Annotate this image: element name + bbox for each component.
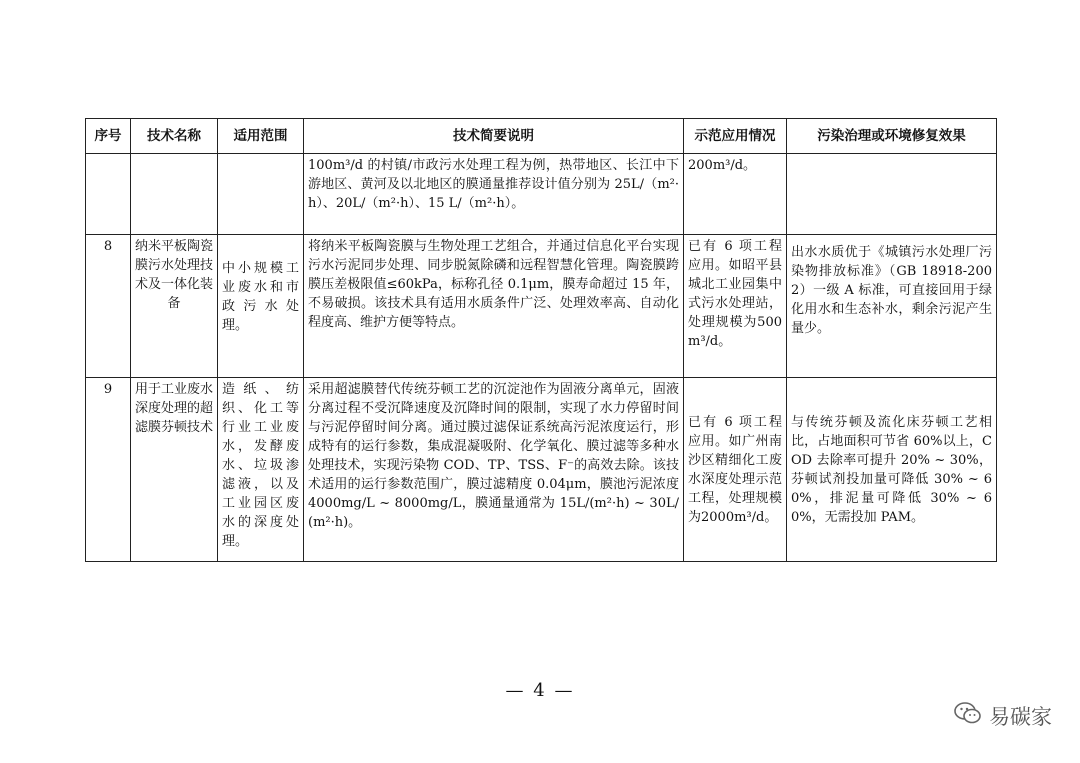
table-header-row xyxy=(86,119,997,154)
header-index: 序号 xyxy=(86,119,131,154)
header-effect: 污染治理或环境修复效果 xyxy=(787,119,997,154)
technology-table xyxy=(85,118,997,562)
wechat-icon xyxy=(953,700,983,731)
row-description: 100m³/d 的村镇/市政污水处理工程为例，热带地区、长江中下游地区、黄河及以北地区的膜通量推荐设计值分别为 25L/（m²·h）、20L/（m²·h）、15 L/（m²·h）。 xyxy=(304,154,684,235)
header-description: 技术简要说明 xyxy=(304,119,684,154)
row-effect xyxy=(787,154,997,235)
row-tech-name xyxy=(131,154,218,235)
row-effect: 出水水质优于《城镇污水处理厂污染物排放标准》（GB 18918-2002）一级 A 标准，可直接回用于绿化用水和生态补水，剩余污泥产生量少。 xyxy=(787,235,997,378)
watermark-text: 易碳家 xyxy=(989,704,1052,729)
row-demo: 已有 6 项工程应用。如广州南沙区精细化工废水深度处理示范工程，处理规模为2000m³/d。 xyxy=(684,378,787,562)
row-index: 9 xyxy=(86,378,131,562)
row-tech-name: 用于工业废水深度处理的超滤膜芬顿技术 xyxy=(131,378,218,562)
row-scope xyxy=(218,154,304,235)
header-demo: 示范应用情况 xyxy=(684,119,787,154)
header-scope: 适用范围 xyxy=(218,119,304,154)
table-row xyxy=(86,378,997,562)
table-row xyxy=(86,154,997,235)
row-index xyxy=(86,154,131,235)
row-effect: 与传统芬顿及流化床芬顿工艺相比，占地面积可节省 60%以上，COD 去除率可提升 20% ~ 30%，芬顿试剂投加量可降低 30% ~ 60%，排泥量可降低 30% ~ 60%，无需投加 PAM。 xyxy=(787,378,997,562)
row-demo: 200m³/d。 xyxy=(684,154,787,235)
row-demo: 已有 6 项工程应用。如昭平县城北工业园集中式污水处理站，处理规模为500m³/d。 xyxy=(684,235,787,378)
row-description: 采用超滤膜替代传统芬顿工艺的沉淀池作为固液分离单元，固液分离过程不受沉降速度及沉降时间的限制，实现了水力停留时间与污泥停留时间分离。通过膜过滤保证系统高污泥浓度运行，形成特有的运行参数，集成混凝吸附、化学氧化、膜过滤等多种水处理技术，实现污染物 COD、TP、TSS、F⁻的高效去除。该技术适用的运行参数范围广，膜过滤精度 0.04μm，膜池污泥浓度 4000mg/L ~ 8000mg/L，膜通量通常为 15L/(m²·h) ~ 30L/(m²·h)。 xyxy=(304,378,684,562)
row-index: 8 xyxy=(86,235,131,378)
watermark xyxy=(953,700,1052,731)
table-row xyxy=(86,235,997,378)
row-scope: 造纸、纺织、化工等行业工业废水，发酵废水、垃圾渗滤液，以及工业园区废水的深度处理。 xyxy=(218,378,304,562)
header-tech-name: 技术名称 xyxy=(131,119,218,154)
row-scope: 中小规模工业废水和市政污水处理。 xyxy=(218,235,304,378)
page-number: — 4 — xyxy=(505,680,575,701)
row-tech-name: 纳米平板陶瓷膜污水处理技术及一体化装备 xyxy=(131,235,218,378)
row-description: 将纳米平板陶瓷膜与生物处理工艺组合，并通过信息化平台实现污水污泥同步处理、同步脱氮除磷和远程智慧化管理。陶瓷膜跨膜压差极限值≤60kPa，标称孔径 0.1μm，膜寿命超过 15 年，不易破损。该技术具有适用水质条件广泛、处理效率高、自动化程度高、维护方便等特点。 xyxy=(304,235,684,378)
